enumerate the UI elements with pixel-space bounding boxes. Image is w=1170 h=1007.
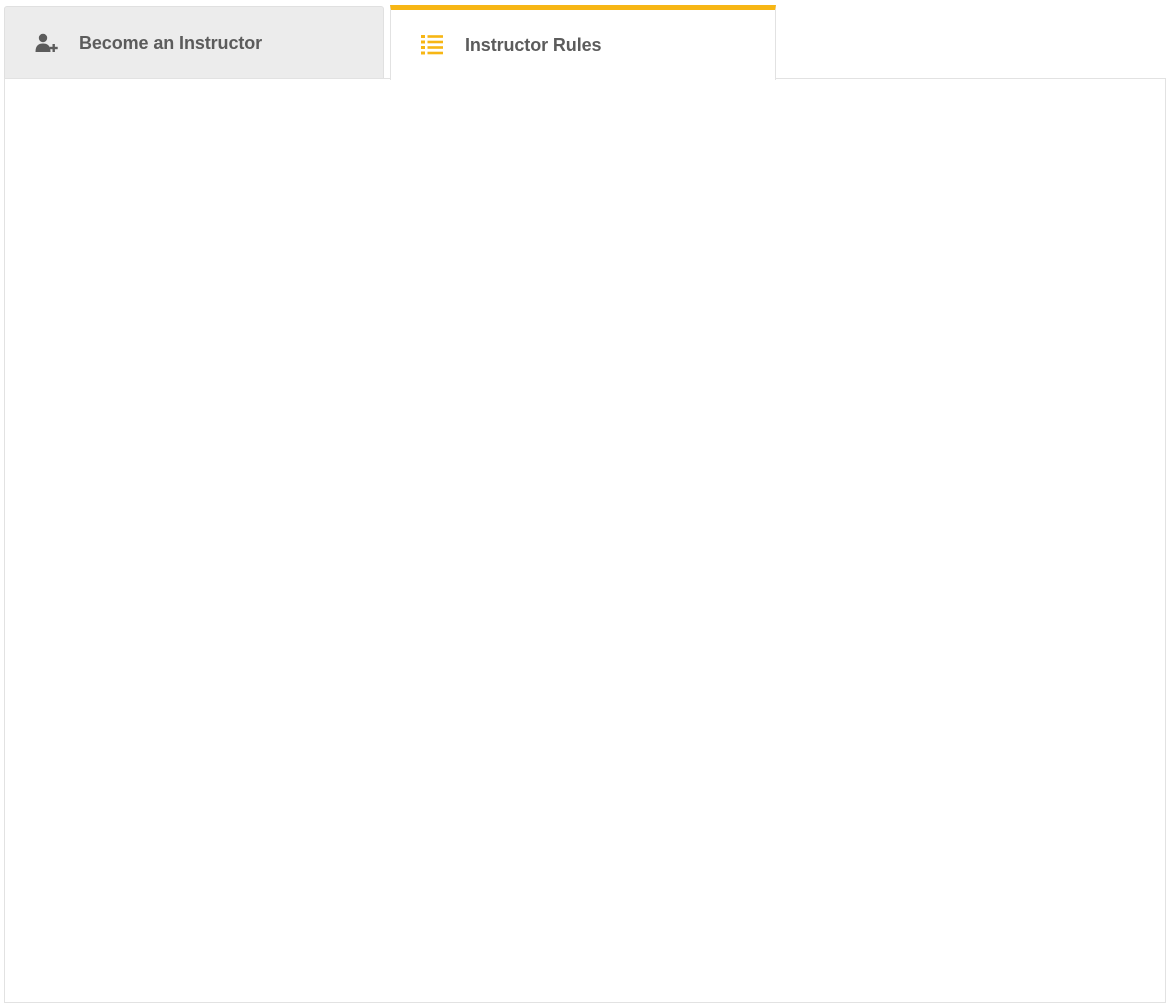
user-plus-icon: [35, 32, 61, 54]
tab-become-instructor-label: Become an Instructor: [79, 32, 263, 53]
tab-instructor-rules-label: Instructor Rules: [465, 34, 602, 55]
list-icon: [421, 34, 447, 56]
tab-instructor-rules[interactable]: [390, 5, 776, 80]
instructor-rules-panel: [4, 78, 1166, 1003]
tab-bar: [0, 0, 1170, 80]
tab-become-instructor[interactable]: [4, 6, 384, 79]
